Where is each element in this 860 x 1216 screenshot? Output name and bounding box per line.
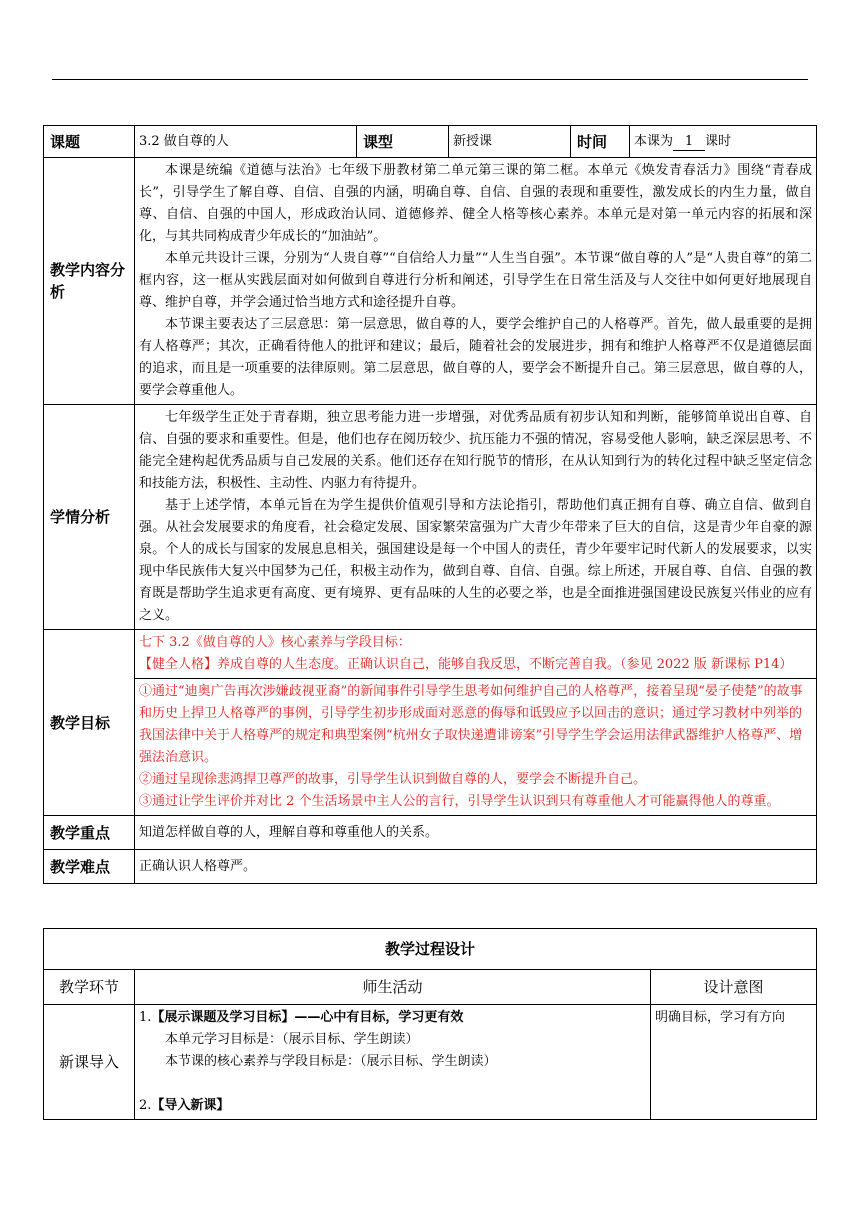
learner-analysis-row [44, 405, 817, 630]
lesson-plan-table [43, 125, 817, 884]
col-activity: 师生活动 [135, 970, 651, 1005]
key-point-value: 知道怎样做自尊的人，理解自尊和尊重他人的关系。 [135, 816, 817, 850]
type-label: 课型 [357, 126, 449, 158]
process-title-row [44, 929, 817, 970]
process-table [43, 928, 817, 1120]
topic-value: 3.2 做自尊的人 [135, 126, 357, 158]
difficulty-row [44, 850, 817, 884]
objective-items-cell [135, 679, 817, 816]
activity-cell [135, 1005, 651, 1120]
content-analysis-label: 教学内容分析 [44, 158, 135, 405]
type-value: 新授课 [449, 126, 571, 158]
core-literacy-title: 七下 3.2《做自尊的人》核心素养与学段目标： [139, 635, 411, 650]
step-1-title: 【展示课题及学习目标】——心中有目标，学习更有效 [151, 1010, 464, 1025]
header-row [44, 126, 817, 158]
time-prefix: 本课为 [634, 133, 674, 149]
stage-cell: 新课导入 [44, 1005, 135, 1120]
activity-step-1 [139, 1007, 646, 1029]
blank-line [139, 1073, 646, 1095]
process-row-intro [44, 1005, 817, 1120]
time-cell [630, 126, 817, 158]
header-rule [52, 79, 808, 80]
step-1-number: 1. [139, 1010, 152, 1025]
time-suffix: 课时 [705, 133, 732, 149]
learner-paragraph: 七年级学生正处于青春期，独立思考能力进一步增强，对优秀品质有初步认知和判断，能够简单说出自尊、自信、自强的要求和重要性。但是，他们也存在阅历较少、抗压能力不强的情况，容易受他人影响，缺乏深层思考、不能完全建构起优秀品质与自己发展的关系。他们还存在知行脱节的情形，在从认知到行为的转化过程中缺乏坚定信念和技能方法，积极性、主动性、内驱力有待提升。 [139, 410, 812, 491]
col-stage: 教学环节 [44, 970, 135, 1005]
objectives-row-2 [44, 679, 817, 816]
key-point-label: 教学重点 [44, 816, 135, 850]
process-title: 教学过程设计 [44, 929, 817, 970]
content-paragraph: 本课是统编《道德与法治》七年级下册教材第二单元第三课的第二框。本单元《焕发青春活力》围绕“青春成长”，引导学生了解自尊、自信、自强的内涵，明确自尊、自信、自强的表现和重要性，激发成长的内生力量，做自尊、自信、自强的中国人，形成政治认同、道德修养、健全人格等核心素养。本单元是对第一单元内容的拓展和深化，与其共同构成青少年成长的“加油站”。 [139, 163, 812, 244]
objectives-label: 教学目标 [44, 630, 135, 816]
learner-paragraph: 基于上述学情，本单元旨在为学生提供价值观引导和方法论指引，帮助他们真正拥有自尊、确立自信、做到自强。从社会发展要求的角度看，社会稳定发展、国家繁荣富强为广大青少年带来了巨大的自信，这是青少年自豪的源泉。个人的成长与国家的发展息息相关，强国建设是每一个中国人的责任，青少年要牢记时代新人的发展要求，以实现中华民族伟大复兴中国梦为己任，积极主动作为，做到自尊、自信、自强。综上所述，开展自尊、自信、自强的教育既是帮助学生追求更有高度、更有境界、更有品味的人生的必要之举，也是全面推进强国建设民族复兴伟业的应有之义。 [139, 498, 812, 623]
learner-analysis-label: 学情分析 [44, 405, 135, 630]
col-intent: 设计意图 [651, 970, 817, 1005]
step-2-title: 【导入新课】 [151, 1098, 230, 1113]
activity-line: 本单元学习目标是：（展示目标、学生朗读） [165, 1032, 419, 1047]
intent-cell: 明确目标，学习有方向 [651, 1005, 817, 1120]
process-header-row [44, 970, 817, 1005]
activity-line: 本节课的核心素养与学段目标是：（展示目标、学生朗读） [165, 1054, 497, 1069]
objectives-row-1 [44, 630, 817, 679]
step-2-number: 2. [139, 1098, 152, 1113]
difficulty-value: 正确认识人格尊严。 [135, 850, 817, 884]
core-literacy-cell [135, 630, 817, 679]
learner-analysis-body [135, 405, 817, 630]
difficulty-label: 教学难点 [44, 850, 135, 884]
core-literacy-goal: 【健全人格】养成自尊的人生态度。正确认识自己，能够自我反思，不断完善自我。（参见 2022 版 新课标 P14） [139, 657, 793, 672]
time-label: 时间 [571, 126, 630, 158]
time-value: 1 [673, 134, 705, 151]
content-analysis-body [135, 158, 817, 405]
key-point-row [44, 816, 817, 850]
activity-step-2 [139, 1095, 646, 1117]
content-paragraph: 本节课主要表达了三层意思：第一层意思，做自尊的人，要学会维护自己的人格尊严。首先，做人最重要的是拥有人格尊严；其次，正确看待他人的批评和建议；最后，随着社会的发展进步，拥有和维护人格尊严不仅是道德层面的追求，而且是一项重要的法律原则。第二层意思，做自尊的人，要学会不断提升自己。第三层意思，做自尊的人，要学会尊重他人。 [139, 317, 812, 398]
content-analysis-row [44, 158, 817, 405]
objective-item: ②通过呈现徐悲鸿捍卫尊严的故事，引导学生认识到做自尊的人，要学会不断提升自己。 [139, 772, 647, 787]
content-paragraph: 本单元共设计三课，分别为“人贵自尊”“自信给人力量”“人生当自强”。本节课“做自尊的人”是“人贵自尊”的第二框内容，这一框从实践层面对如何做到自尊进行分析和阐述，引导学生在日常生活及与人交往中如何更好地展现自尊、维护自尊，并学会通过恰当地方式和途径提升自尊。 [139, 251, 812, 310]
objective-item: ③通过让学生评价并对比 2 个生活场景中主人公的言行，引导学生认识到只有尊重他人才可能赢得他人的尊重。 [139, 794, 780, 809]
topic-label: 课题 [44, 126, 135, 158]
objective-item: ①通过“迪奥广告再次涉嫌歧视亚裔”的新闻事件引导学生思考如何维护自己的人格尊严，接着呈现“晏子使楚”的故事和历史上捍卫人格尊严的事例，引导学生初步形成面对恶意的侮辱和诋毁应予以回击的意识；通过学习教材中列举的我国法律中关于人格尊严的规定和典型案例“杭州女子取快递遭诽谤案”引导学生学会运用法律武器维护人格尊严、增强法治意识。 [139, 684, 803, 765]
